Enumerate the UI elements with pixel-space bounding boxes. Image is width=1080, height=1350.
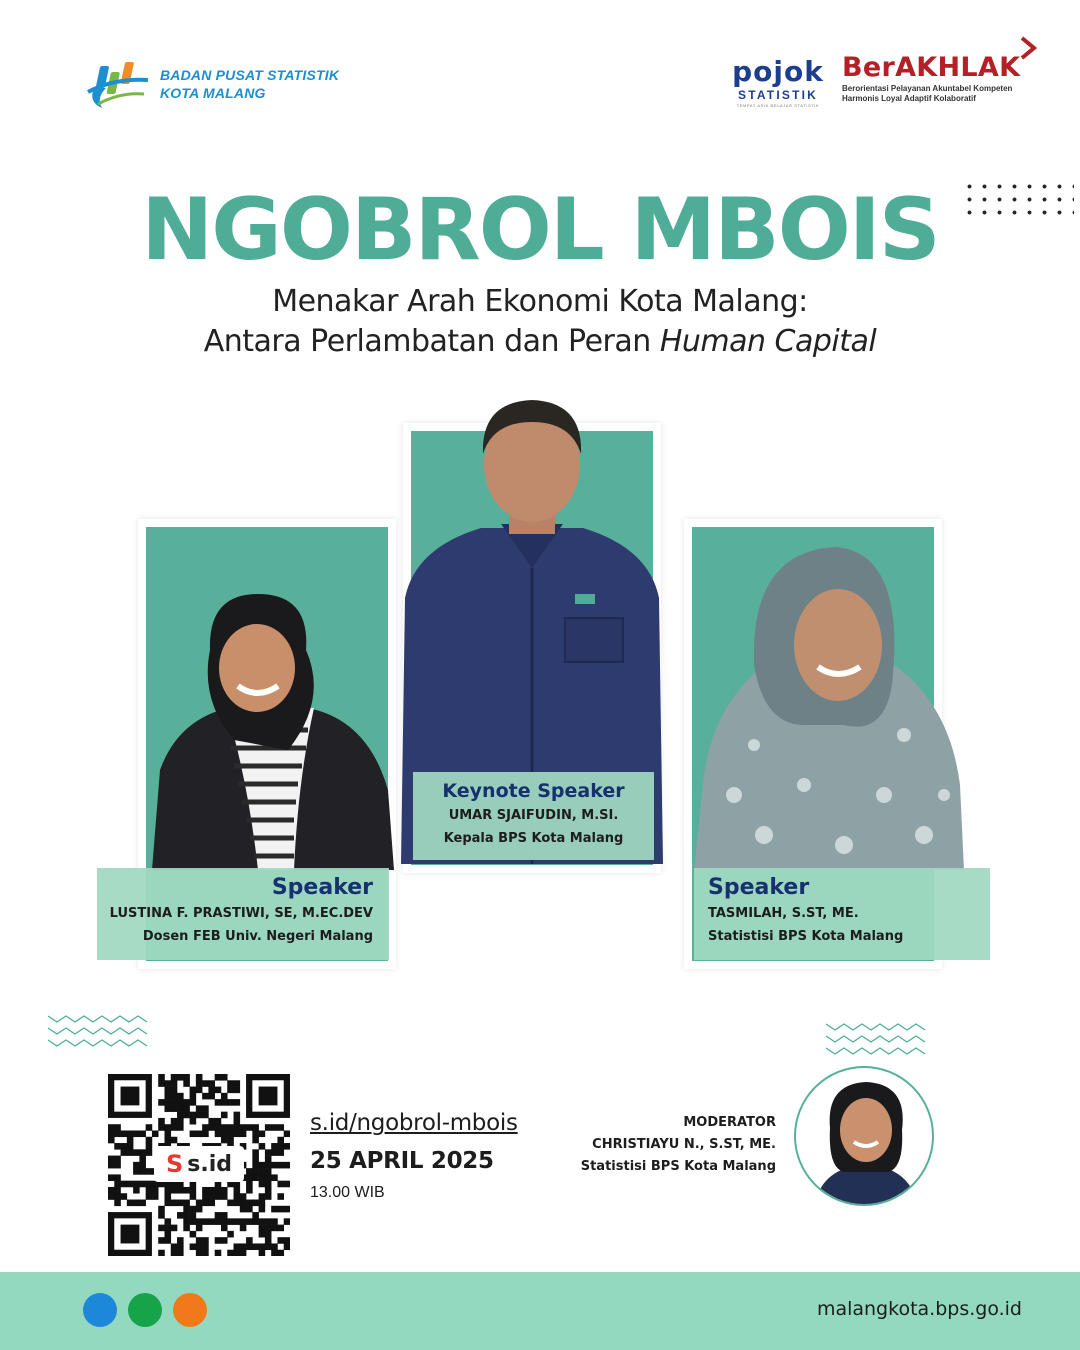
- speaker-center-label: [413, 772, 654, 860]
- speaker-center-name: UMAR SJAIFUDIN, M.SI.: [448, 808, 619, 823]
- pojok-tagline: TEMPAT ASIK BELAJAR STATISTIK: [736, 103, 820, 108]
- subtitle-line-2-italic: Human Capital: [659, 324, 877, 359]
- green-dot-icon: [128, 1293, 162, 1327]
- speaker-center-role: Keynote Speaker: [442, 780, 625, 802]
- qr-badge: [154, 1146, 244, 1182]
- moderator-photo: [796, 1068, 934, 1206]
- subtitle-line-2-plain: Antara Perlambatan dan Peran: [203, 324, 651, 359]
- moderator-position: Statistisi BPS Kota Malang: [580, 1159, 776, 1174]
- speaker-right-name: TASMILAH, S.ST, ME.: [708, 906, 859, 921]
- wave-decoration-right: [826, 1020, 936, 1056]
- bps-logo-icon: [84, 58, 154, 112]
- speaker-right-label: [694, 868, 990, 960]
- speaker-left-label: [97, 868, 389, 960]
- org-name: [160, 66, 339, 102]
- moderator-name: CHRISTIAYU N., S.ST, ME.: [592, 1137, 776, 1152]
- speaker-left-photo: [138, 590, 396, 870]
- chevron-right-icon: [1018, 36, 1038, 60]
- speaker-center-position: Kepala BPS Kota Malang: [443, 831, 624, 846]
- moderator-label: MODERATOR: [683, 1115, 776, 1130]
- subtitle-line-2: [0, 322, 1080, 362]
- speaker-left-position: Dosen FEB Univ. Negeri Malang: [142, 929, 373, 944]
- event-subtitle: [0, 282, 1080, 362]
- moderator-info: [560, 1112, 776, 1178]
- event-title: NGOBROL MBOIS: [141, 180, 939, 280]
- pojok-sub: STATISTIK: [737, 88, 819, 102]
- pojok-statistik-logo: [726, 56, 830, 110]
- moderator-avatar: [794, 1066, 934, 1206]
- subtitle-line-1: Menakar Arah Ekonomi Kota Malang:: [272, 284, 808, 319]
- berakhlak-tagline-2: Harmonis Loyal Adaptif Kolaboratif: [842, 94, 976, 103]
- pojok-word: pojok: [732, 55, 824, 88]
- berakhlak-tagline-1: Berorientasi Pelayanan Akuntabel Kompeten: [842, 84, 1013, 93]
- speaker-left-role: Speaker: [271, 875, 373, 900]
- wave-decoration-left: [48, 1012, 158, 1048]
- event-time: 13.00 WIB: [310, 1184, 385, 1201]
- org-name-line1: BADAN PUSAT STATISTIK: [160, 67, 340, 83]
- org-name-line2: KOTA MALANG: [160, 85, 266, 101]
- berakhlak-word: BerAKHLAK: [842, 52, 1021, 83]
- website-link[interactable]: malangkota.bps.go.id: [816, 1298, 1022, 1320]
- blue-dot-icon: [83, 1293, 117, 1327]
- speaker-right-photo: [694, 545, 966, 870]
- orange-dot-icon: [173, 1293, 207, 1327]
- qr-badge-text: s.id: [187, 1151, 233, 1177]
- event-date: 25 APRIL 2025: [310, 1148, 494, 1174]
- speaker-right-position: Statistisi BPS Kota Malang: [708, 929, 904, 944]
- registration-link[interactable]: s.id/ngobrol-mbois: [310, 1110, 518, 1136]
- sid-logo-icon: S: [165, 1150, 184, 1178]
- berakhlak-logo: [842, 52, 1042, 104]
- speaker-right-role: Speaker: [708, 875, 810, 900]
- speaker-left-name: LUSTINA F. PRASTIWI, SE, M.EC.DEV: [109, 906, 373, 921]
